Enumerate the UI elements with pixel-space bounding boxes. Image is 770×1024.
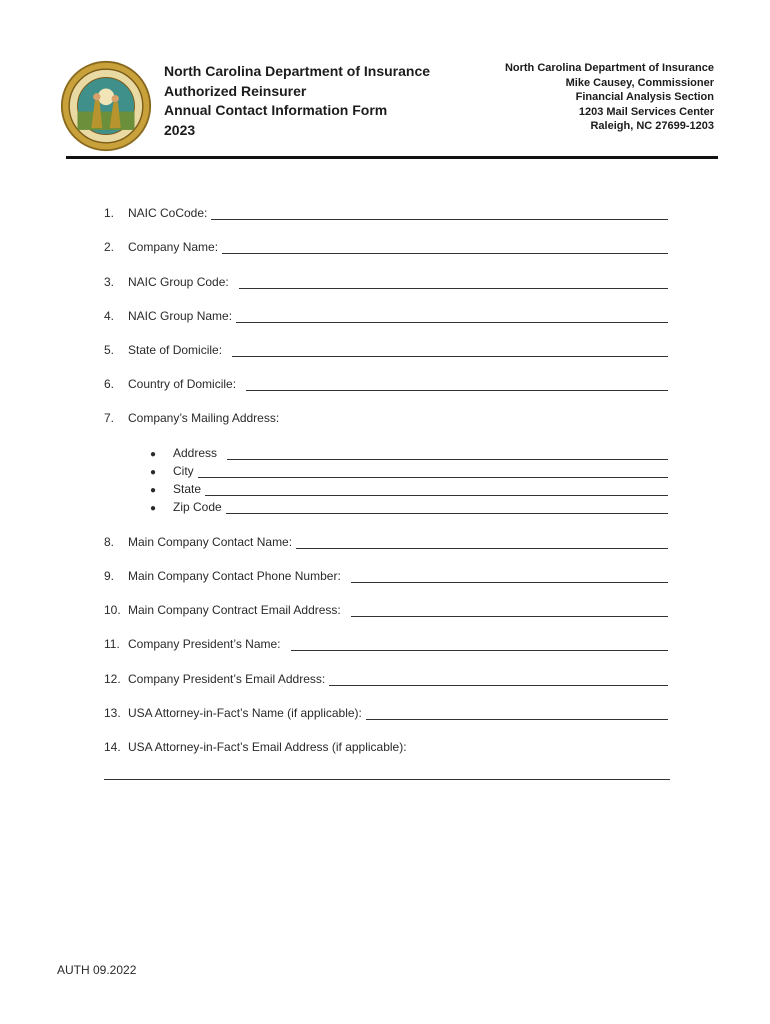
main-contract-email-input-line[interactable] (351, 604, 668, 617)
item-number: 11. (104, 637, 120, 651)
title-line-department: North Carolina Department of Insurance (164, 63, 431, 79)
field-naic-group-code (104, 273, 668, 289)
field-mailing-address (104, 409, 668, 425)
field-state-of-domicile (104, 341, 668, 357)
address-part-label: Zip Code (173, 500, 222, 514)
field-label: Main Company Contact Name: (128, 535, 293, 549)
bullet-icon: ● (150, 485, 157, 496)
field-naic-cocode (104, 204, 668, 220)
field-company-name (104, 238, 668, 254)
naic-group-name-input-line[interactable] (236, 310, 668, 323)
address-street-input-line[interactable] (227, 447, 668, 460)
field-label: Company President’s Email Address: (128, 672, 326, 686)
title-line-year: 2023 (164, 121, 196, 138)
item-number: 4. (104, 309, 115, 323)
address-line-commissioner: Mike Causey, Commissioner (565, 76, 714, 89)
company-name-input-line[interactable] (222, 241, 668, 254)
address-zip-input-line[interactable] (226, 501, 668, 514)
nc-state-seal (60, 60, 152, 152)
field-label: Main Company Contract Email Address: (128, 603, 341, 617)
field-president-email (104, 670, 668, 686)
address-street-row (150, 445, 668, 460)
field-country-of-domicile (104, 375, 668, 391)
field-label: NAIC Group Code: (128, 275, 229, 289)
title-line-reinsurer: Authorized Reinsurer (164, 82, 307, 99)
field-label: NAIC Group Name: (128, 309, 233, 323)
address-line-street: 1203 Mail Services Center (578, 105, 714, 118)
address-part-label: State (173, 482, 202, 496)
field-label: Main Company Contact Phone Number: (128, 569, 341, 583)
field-president-name (104, 635, 668, 651)
bullet-icon: ● (150, 467, 157, 478)
field-label: State of Domicile: (128, 343, 223, 357)
bullet-icon: ● (150, 503, 157, 514)
address-line-city: Raleigh, NC 27699-1203 (590, 120, 714, 133)
naic-group-code-input-line[interactable] (239, 276, 668, 289)
field-label: Country of Domicile: (128, 377, 237, 391)
country-of-domicile-input-line[interactable] (246, 378, 668, 391)
field-attorney-email (104, 738, 668, 754)
president-email-input-line[interactable] (329, 673, 668, 686)
item-number: 1. (104, 206, 115, 220)
field-label: Company President’s Name: (128, 637, 281, 651)
item-number: 3. (104, 275, 115, 289)
field-label: NAIC CoCode: (128, 206, 208, 220)
item-number: 6. (104, 377, 115, 391)
field-naic-group-name (104, 307, 668, 323)
president-name-input-line[interactable] (291, 638, 668, 651)
field-label: USA Attorney-in-Fact’s Email Address (if applicable): (128, 740, 407, 754)
address-line-department: North Carolina Department of Insurance (504, 62, 714, 74)
header-divider (66, 156, 718, 159)
address-city-input-line[interactable] (198, 465, 668, 478)
attorney-name-input-line[interactable] (366, 707, 668, 720)
address-zip-row (150, 499, 668, 514)
item-number: 9. (104, 569, 115, 583)
form-code-footer: AUTH 09.2022 (57, 963, 137, 977)
state-of-domicile-input-line[interactable] (232, 344, 668, 357)
naic-cocode-input-line[interactable] (211, 207, 668, 220)
item-number: 2. (104, 240, 115, 254)
item-number: 12. (104, 672, 121, 686)
item-number: 14. (104, 740, 121, 754)
item-number: 5. (104, 343, 115, 357)
field-main-contact-name (104, 533, 668, 549)
form-title-block (164, 62, 430, 140)
item-number: 7. (104, 411, 115, 425)
field-main-contract-email (104, 601, 668, 617)
department-address-block (505, 61, 714, 134)
main-contact-phone-input-line[interactable] (351, 570, 668, 583)
attorney-email-input-line[interactable] (104, 779, 670, 780)
address-state-input-line[interactable] (205, 483, 668, 496)
address-line-section: Financial Analysis Section (575, 91, 714, 104)
address-part-label: Address (173, 446, 218, 460)
field-attorney-name (104, 704, 668, 720)
address-city-row (150, 463, 668, 478)
item-number: 8. (104, 535, 115, 549)
address-state-row (150, 481, 668, 496)
field-label: Company Name: (128, 240, 219, 254)
item-number: 13. (104, 706, 121, 720)
field-main-contact-phone (104, 567, 668, 583)
field-label: USA Attorney-in-Fact’s Name (if applicable): (128, 706, 362, 720)
title-line-form-name: Annual Contact Information Form (164, 102, 388, 118)
item-number: 10. (104, 603, 121, 617)
main-contact-name-input-line[interactable] (296, 536, 668, 549)
address-part-label: City (173, 464, 194, 478)
field-label: Company’s Mailing Address: (128, 411, 280, 425)
bullet-icon: ● (150, 449, 157, 460)
